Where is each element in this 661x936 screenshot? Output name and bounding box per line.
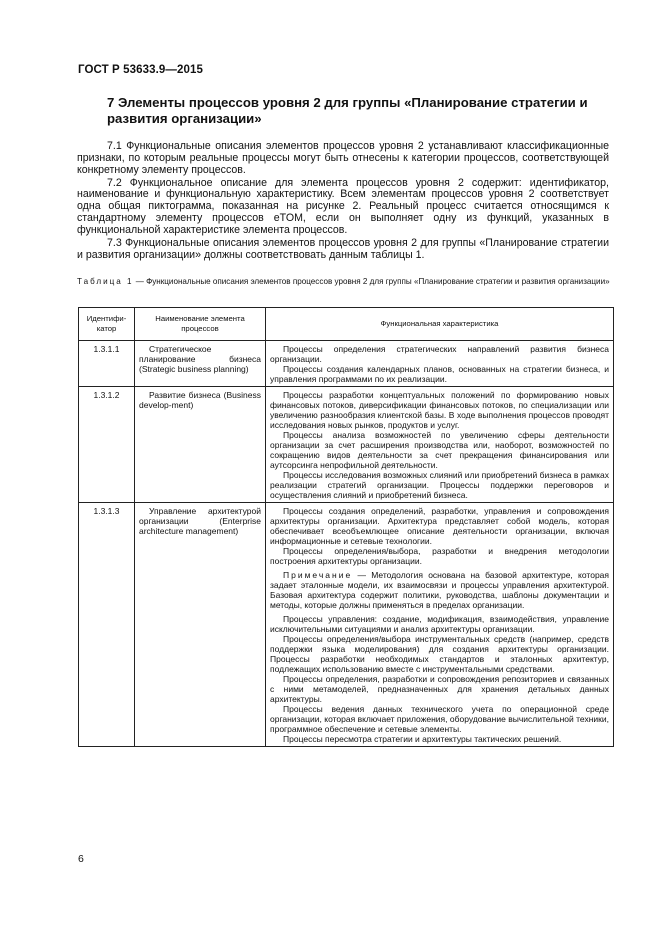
desc-paragraph: Процессы анализа возможностей по увеличению сферы деятельности организации за счет расширения производства или, наоборот, возможностей по сокращению видов деятельности за счет прекращения финансирования или аутсорсинга непрофильной деятельности. <box>270 430 609 470</box>
desc-paragraph: Процессы разработки концептуальных положений по формированию новых финансовых потоков, диверсификации финансовых потоков, по специализации или увеличению разнообразия клиентской базы. В ходе выполнения процессов проводят исследования новых рынков, продуктов и услуг. <box>270 390 609 430</box>
paragraph-7-1: 7.1 Функциональные описания элементов процессов уровня 2 устанавливают классификационные признаки, по которым реальные процессы могут быть отнесены к категории процессов, соответствующей конкретному элементу процессов. <box>77 140 609 176</box>
row-desc <box>266 387 614 503</box>
document-header: ГОСТ Р 53633.9—2015 <box>78 64 203 76</box>
desc-paragraph: Процессы определения, разработки и сопровождения репозиториев и связанных с ними метамоделей, предназначенных для хранения детальных данных архитектуры. <box>270 674 609 704</box>
desc-paragraph: Процессы ведения данных технического учета по операционной среде организации, которая включает приложения, оборудование вычислительной техники, программное обеспечение и сетевые элементы. <box>270 704 609 734</box>
section-title: 7 Элементы процессов уровня 2 для группы «Планирование стратегии и развития организации» <box>107 95 588 126</box>
row-name-text: Стратегическое планирование бизнеса (Strategic business planning) <box>139 344 261 374</box>
row-desc <box>266 341 614 387</box>
table-header-row <box>79 308 614 341</box>
paragraph-7-3: 7.3 Функциональные описания элементов процессов уровня 2 для группы «Планирование стратегии и развития организации» должны соответствовать данным таблицы 1. <box>77 236 609 261</box>
table-row <box>79 387 614 503</box>
desc-paragraph: Процессы определения стратегических направлений развития бизнеса организации. <box>270 344 609 364</box>
row-id: 1.3.1.3 <box>79 503 135 747</box>
row-name <box>135 503 266 747</box>
table-caption-text: — Функциональные описания элементов процессов уровня 2 для группы «Планирование стратегии и развития организации» <box>133 277 610 286</box>
row-name-text: Управление архитектурой организации (Enterprise architecture management) <box>139 506 261 536</box>
desc-paragraph: Процессы создания календарных планов, основанных на стратегии бизнеса, и управления программами по их реализации. <box>270 364 609 384</box>
header-name: Наименование элемента процессов <box>135 308 266 341</box>
row-id: 1.3.1.2 <box>79 387 135 503</box>
header-func: Функциональная характеристика <box>266 308 614 341</box>
desc-paragraph: Процессы исследования возможных слияний или приобретений бизнеса в рамках реализации стратегий организации. Процессы поддержки переговоров и осуществления слияний и приобретений бизнеса. <box>270 470 609 500</box>
row-name <box>135 387 266 503</box>
table-row <box>79 341 614 387</box>
note-label: Примечание <box>283 570 353 580</box>
table-caption <box>77 277 612 288</box>
desc-paragraph: Процессы определения/выбора инструментальных средств (например, средств поддержки языка моделирования) для создания архитектуры организации. Процессы разработки необходимых стандартов и эталонных архитектур, подлежащих использованию вместе с инструментальными средствами. <box>270 634 609 674</box>
row-name-text: Развитие бизнеса (Business develop-ment) <box>139 390 261 410</box>
row-desc <box>266 503 614 747</box>
note-paragraph <box>270 570 609 610</box>
paragraph-7-2: 7.2 Функциональное описание для элемента процессов уровня 2 содержит: идентификатор, наименование и функциональную характеристику. Всем элементам процессов уровня 2 соответствует одна общая пиктограмма, показанная на рисунке 2. Реальный процесс считается относящимся к стандартному элементу процессов eTOM, если он выполняет одну из функций, указанных в функциональной характеристике элемента процессов. <box>77 176 609 236</box>
body-text <box>77 141 609 263</box>
note-text: — Методология основана на базовой архитектуре, которая задает эталонные модели, их взаимосвязи и процессы управления архитектурой. Базовая архитектура содержит политики, руководства, шаблоны документации и методы, которые должны применяться в пределах организации. <box>270 570 609 610</box>
header-id: Идентифи-катор <box>79 308 135 341</box>
functional-table <box>78 307 614 747</box>
table-caption-label: Таблица 1 <box>77 277 134 286</box>
table-row <box>79 503 614 747</box>
row-id: 1.3.1.1 <box>79 341 135 387</box>
desc-paragraph: Процессы пересмотра стратегии и архитектуры тактических решений. <box>283 734 562 744</box>
desc-paragraph: Процессы определения/выбора, разработки и внедрения методологии построения архитектуры организации. <box>270 546 609 566</box>
desc-paragraph: Процессы создания определений, разработки, управления и сопровождения архитектуры организации. Архитектура представляет собой модель, которая обеспечивает всеобъемлющее описание деятельности организации, включая информационные и сетевые технологии. <box>270 506 609 546</box>
row-name <box>135 341 266 387</box>
desc-paragraph: Процессы управления: создание, модификация, взаимодействия, управление исключительными ситуациями и анализ архитектуры организации. <box>270 614 609 634</box>
page-number: 6 <box>78 853 84 865</box>
